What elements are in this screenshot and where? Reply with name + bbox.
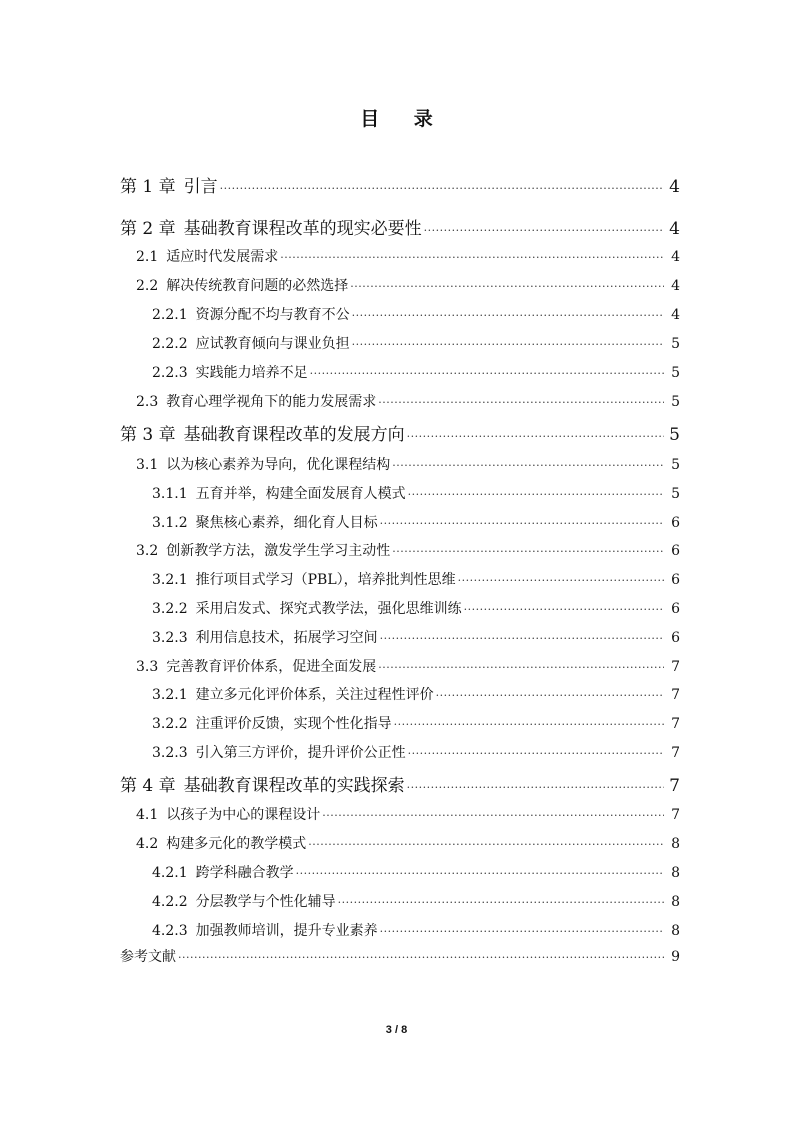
toc-entry-page: 7 [671,687,680,703]
toc-entry[interactable] [136,391,680,411]
toc-entry-title: 注重评价反馈，实现个性化指导 [195,716,392,732]
toc-entry-page: 7 [671,659,680,675]
toc-entry-number: 第 4 章 [120,776,176,796]
toc-entry-number: 第 1 章 [120,177,176,197]
toc-leader-dots [436,689,664,702]
toc-title: 目 录 [360,108,447,130]
toc-leader-dots [408,488,664,501]
toc-entry-number: 3.3 [136,659,159,675]
toc-entry-page: 8 [671,836,680,852]
toc-entry-title: 构建多元化的教学模式 [166,836,307,852]
toc-entry-title: 实践能力培养不足 [195,365,308,381]
toc-entry[interactable] [152,304,680,324]
toc-entry-page: 4 [671,249,680,265]
toc-entry-number: 4.2.3 [152,923,188,939]
toc-entry-title: 参考文献 [120,949,176,965]
toc-leader-dots [380,632,664,645]
toc-leader-dots [424,224,664,237]
toc-entry-title: 聚焦核心素养，细化育人目标 [195,515,378,531]
toc-entry-title: 推行项目式学习（PBL），培养批判性思维 [195,572,456,588]
toc-entry-page: 5 [671,394,680,410]
toc-entry-title: 引言 [183,177,218,197]
toc-entry-number: 3.1.1 [152,486,188,502]
toc-entry-title: 引入第三方评价，提升评价公正性 [195,745,406,761]
toc-entry-page: 5 [671,336,680,352]
toc-entry-page: 6 [671,601,680,617]
toc-entry-title: 解决传统教育问题的必然选择 [166,278,349,294]
toc-leader-dots [408,747,664,760]
toc-leader-dots [350,280,664,293]
toc-leader-dots [407,430,664,443]
toc-entry[interactable] [152,598,680,618]
toc-leader-dots [392,459,664,472]
toc-entry[interactable] [152,362,680,382]
toc-entry[interactable] [152,333,680,353]
toc-entry-number: 4.2.2 [152,894,188,910]
toc-entry-title: 基础教育课程改革的实践探索 [183,776,405,796]
toc-leader-dots [464,603,664,616]
toc-entry-title: 五育并举，构建全面发展育人模式 [195,486,406,502]
toc-entry[interactable] [152,713,680,733]
toc-entry[interactable] [136,246,680,266]
toc-entry[interactable] [120,946,680,966]
toc-entry-title: 基础教育课程改革的现实必要性 [183,219,422,239]
toc-entry-number: 2.2.2 [152,336,188,352]
toc-entry-page: 6 [671,630,680,646]
toc-entry-number: 3.2.3 [152,745,188,761]
toc-entry[interactable] [136,833,680,853]
toc-leader-dots [392,545,664,558]
toc-leader-dots [308,838,664,851]
toc-entry-page: 7 [669,776,680,796]
toc-entry[interactable] [120,771,680,796]
toc-entry-number: 3.1.2 [152,515,188,531]
toc-entry-page: 6 [671,572,680,588]
toc-leader-dots [407,781,664,794]
toc-entry[interactable] [136,454,680,474]
toc-entry-title: 适应时代发展需求 [166,249,279,265]
toc-entry[interactable] [152,920,680,940]
toc-entry-title: 基础教育课程改革的发展方向 [183,425,405,445]
toc-leader-dots [296,867,664,880]
toc-entry-page: 5 [671,365,680,381]
toc-entry-title: 分层教学与个性化辅导 [195,894,336,910]
toc-leader-dots [378,661,664,674]
toc-entry-title: 以为核心素养为导向，优化课程结构 [166,457,391,473]
toc-entry-number: 4.1 [136,807,159,823]
toc-entry-number: 2.2.3 [152,365,188,381]
toc-entry[interactable] [152,483,680,503]
toc-entry-number: 3.2.2 [152,716,188,732]
toc-entry-page: 4 [669,177,680,197]
toc-entry-number: 2.2 [136,278,159,294]
toc-entry[interactable] [152,862,680,882]
toc-entry-title: 建立多元化评价体系，关注过程性评价 [195,687,434,703]
toc-entry[interactable] [136,656,680,676]
toc-entry-page: 4 [671,278,680,294]
toc-entry-page: 7 [671,807,680,823]
toc-entry-page: 8 [671,923,680,939]
toc-entry-number: 3.2 [136,543,159,559]
toc-entry-page: 8 [671,865,680,881]
toc-leader-dots [178,951,664,964]
toc-entry-title: 资源分配不均与教育不公 [195,307,350,323]
toc-entry-number: 2.2.1 [152,307,188,323]
toc-entry-page: 6 [671,543,680,559]
toc-leader-dots [220,182,664,195]
toc-entry-title: 创新教学方法，激发学生学习主动性 [166,543,391,559]
toc-entry-title: 应试教育倾向与课业负担 [195,336,350,352]
toc-entry-number: 3.2.3 [152,630,188,646]
toc-leader-dots [352,338,664,351]
toc-leader-dots [310,367,664,380]
page-number: 3 / 8 [385,1024,408,1036]
toc-entry[interactable] [120,214,680,239]
toc-entry-number: 3.2.1 [152,687,188,703]
toc-entry-number: 4.2 [136,836,159,852]
toc-entry-number: 2.3 [136,394,159,410]
toc-leader-dots [380,517,664,530]
toc-entry-title: 利用信息技术，拓展学习空间 [195,630,378,646]
toc-entry-number: 第 2 章 [120,219,176,239]
toc-leader-dots [322,809,664,822]
toc-entry-page: 9 [671,949,680,965]
toc-entry[interactable] [120,172,680,197]
toc-entry[interactable] [120,420,680,445]
toc-entry-number: 2.1 [136,249,159,265]
toc-entry-page: 5 [669,425,680,445]
toc-entry-title: 教育心理学视角下的能力发展需求 [166,394,377,410]
toc-entry-number: 3.2.2 [152,601,188,617]
toc-entry-title: 跨学科融合教学 [195,865,294,881]
toc-entry-number: 第 3 章 [120,425,176,445]
toc-leader-dots [352,309,664,322]
toc-entry-page: 5 [671,457,680,473]
toc-leader-dots [458,574,664,587]
toc-entry-title: 以孩子为中心的课程设计 [166,807,321,823]
toc-entry-title: 采用启发式、探究式教学法，强化思维训练 [195,601,462,617]
toc-entry-title: 完善教育评价体系，促进全面发展 [166,659,377,675]
toc-entry[interactable] [152,891,680,911]
toc-leader-dots [280,251,664,264]
toc-entry[interactable] [136,275,680,295]
toc-entry-number: 3.1 [136,457,159,473]
toc-entry-page: 6 [671,515,680,531]
toc-leader-dots [338,896,664,909]
toc-entry[interactable] [152,512,680,532]
toc-entry-number: 3.2.1 [152,572,188,588]
toc-entry-number: 4.2.1 [152,865,188,881]
toc-entry-page: 5 [671,486,680,502]
toc-entry-page: 7 [671,716,680,732]
toc-entry-page: 4 [669,219,680,239]
toc-entry-page: 7 [671,745,680,761]
toc-entry[interactable] [152,742,680,762]
toc-entry-page: 4 [671,307,680,323]
toc-entry[interactable] [136,804,680,824]
toc-entry[interactable] [152,684,680,704]
toc-leader-dots [380,925,664,938]
toc-leader-dots [394,718,664,731]
toc-leader-dots [378,396,664,409]
toc-entry-page: 8 [671,894,680,910]
toc-entry-title: 加强教师培训，提升专业素养 [195,923,378,939]
toc-entry[interactable] [152,569,680,589]
toc-entry[interactable] [136,540,680,560]
toc-entry[interactable] [152,627,680,647]
